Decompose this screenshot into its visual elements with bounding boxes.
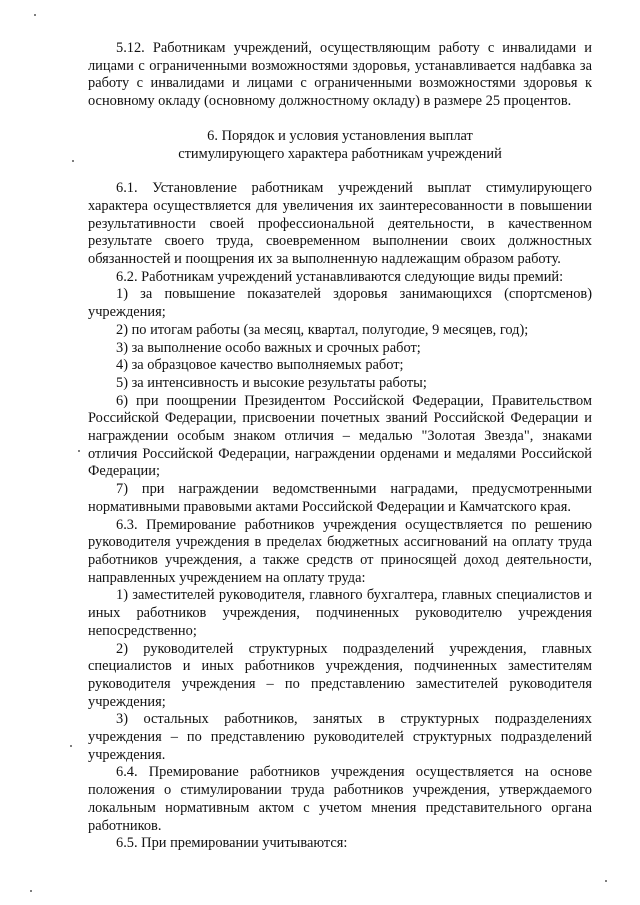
- spacer: [88, 111, 592, 128]
- scan-speck: [30, 890, 32, 892]
- list-item-6-3-1: 1) заместителей руководителя, главного бухгалтера, главных специалистов и иных работников учреждения, подчиненных руководителю учреждения непосредственно;: [88, 587, 592, 639]
- list-item-6-2-4: 4) за образцовое качество выполняемых работ;: [116, 357, 404, 374]
- scan-speck: [605, 880, 607, 882]
- paragraph-6-5: 6.5. При премировании учитываются:: [116, 835, 348, 852]
- list-item-6-2-6: 6) при поощрении Президентом Российской Федерации, Правительством Российской Федерации, присвоении почетных званий Российской Федерации и награждении особым знаком отличия – медалью "Золотая Звезда", знаками отличия Российской Федерации, награждении орденами и медалями Российской Федерации;: [88, 392, 592, 480]
- list-item-6-2-7: 7) при награждении ведомственными наградами, предусмотренными нормативными правовыми актами Российской Федерации и Камчатского края.: [88, 481, 592, 515]
- spacer: [88, 163, 592, 180]
- list-item-6-2-5: 5) за интенсивность и высокие результаты работы;: [116, 374, 427, 391]
- section-6-heading-line-1: 6. Порядок и условия установления выплат: [207, 127, 473, 144]
- paragraph-6-2: 6.2. Работникам учреждений устанавливаются следующие виды премий:: [116, 268, 564, 285]
- paragraph-5-12: 5.12. Работникам учреждений, осуществляющим работу с инвалидами и лицами с ограниченными возможностями здоровья, устанавливается надбавка за работу с инвалидами и лицами с ограниченными возможностями здоровья к основному окладу (основному должностному окладу) в размере 25 процентов.: [88, 40, 592, 110]
- section-6-heading-line-2: стимулирующего характера работникам учреждений: [178, 145, 502, 162]
- list-item-6-2-3: 3) за выполнение особо важных и срочных работ;: [116, 339, 421, 356]
- paragraph-6-4: 6.4. Премирование работников учреждения осуществляется на основе положения о стимулировании труда работников учреждения, утверждаемого локальным нормативным актом с учетом мнения представительного органа работников.: [88, 764, 592, 834]
- list-item-6-2-2: 2) по итогам работы (за месяц, квартал, полугодие, 9 месяцев, год);: [116, 321, 529, 338]
- scan-speck: [72, 160, 74, 162]
- document-body: [88, 40, 592, 853]
- list-item-6-3-3: 3) остальных работников, занятых в структурных подразделениях учреждения – по представлению руководителей структурных подразделений учреждения.: [88, 711, 592, 763]
- paragraph-6-3: 6.3. Премирование работников учреждения осуществляется по решению руководителя учреждения в пределах бюджетных ассигнований на оплату труда работников учреждения, а также средств от приносящей доход деятельности, направленных учреждением на оплату труда:: [88, 516, 592, 586]
- paragraph-6-1: 6.1. Установление работникам учреждений выплат стимулирующего характера осуществляется для увеличения их заинтересованности в повышении результативности своей профессиональной деятельности, в качественном результате своего труда, своевременном выполнении своих должностных обязанностей и поощрения их за выполненную надлежащим образом работу.: [88, 180, 592, 268]
- scan-speck: [70, 745, 72, 747]
- scan-speck: [78, 450, 80, 452]
- list-item-6-3-2: 2) руководителей структурных подразделений учреждения, главных специалистов и иных работников учреждения, подчиненных заместителям руководителя учреждения – по представлению заместителей руководителя учреждения;: [88, 640, 592, 710]
- scan-speck: [34, 14, 36, 16]
- list-item-6-2-1: 1) за повышение показателей здоровья занимающихся (спортсменов) учреждения;: [88, 286, 592, 321]
